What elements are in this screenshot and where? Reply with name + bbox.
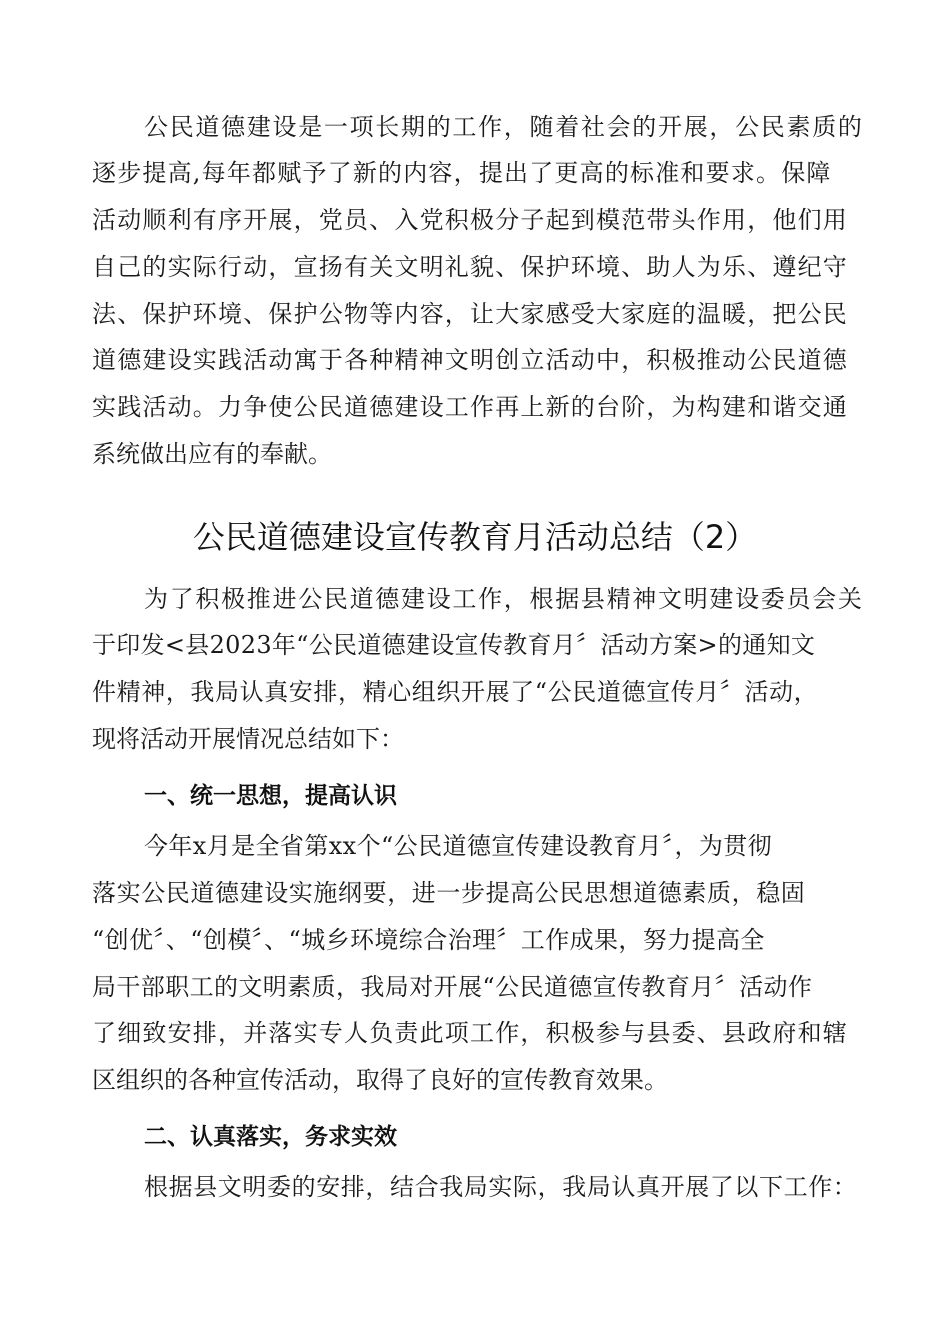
text-line: 件精神，我局认真安排，精心组织开展了“公民道德宣传月〞活动， (92, 678, 819, 706)
text-line: 法、保护环境、保护公物等内容，让大家感受大家庭的温暖，把公民 (92, 300, 848, 328)
text-line: 现将活动开展情况总结如下： (92, 725, 404, 753)
text-line: 于印发<县2023年“公民道德建设宣传教育月〞活动方案>的通知文 (92, 631, 816, 659)
text-line: 区组织的各种宣传活动，取得了良好的宣传教育效果。 (92, 1066, 668, 1094)
text-line: 实践活动。力争使公民道德建设工作再上新的台阶，为构建和谐交通 (92, 393, 848, 421)
text-line: 公民道德建设是一项长期的工作，随着社会的开展，公民素质的 (144, 113, 864, 141)
text-line: “创优〞、“创模〞、“城乡环境综合治理〞工作成果，努力提高全 (92, 926, 765, 954)
text-line: 系统做出应有的奉献。 (92, 440, 332, 468)
text-line: 道德建设实践活动寓于各种精神文明创立活动中，积极推动公民道德 (92, 346, 848, 374)
text-line: 局干部职工的文明素质，我局对开展“公民道德宣传教育月〞活动作 (92, 973, 813, 1001)
text-line: 根据县文明委的安排，结合我局实际，我局认真开展了以下工作： (144, 1173, 858, 1201)
text-line: 落实公民道德建设实施纲要，进一步提高公民思想道德素质，稳固 (92, 879, 806, 907)
subheading-2: 二、认真落实，务求实效 (144, 1124, 397, 1150)
text-line: 了细致安排，并落实专人负责此项工作，积极参与县委、县政府和辖 (92, 1019, 848, 1047)
text-line: 自己的实际行动，宣扬有关文明礼貌、保护环境、助人为乐、遵纪守 (92, 253, 848, 281)
section-title: 公民道德建设宣传教育月活动总结（2） (192, 518, 758, 556)
subheading-1: 一、统一思想，提高认识 (144, 783, 397, 809)
text-line: 活动顺利有序开展，党员、入党积极分子起到模范带头作用，他们用 (92, 206, 848, 234)
text-line: 今年x月是全省第xx个“公民道德宣传建设教育月〞，为贯彻 (144, 832, 773, 860)
text-line: 为了积极推进公民道德建设工作，根据县精神文明建设委员会关 (144, 585, 864, 613)
text-line: 逐步提高,每年都赋予了新的内容，提出了更高的标准和要求。保障 (92, 159, 832, 187)
